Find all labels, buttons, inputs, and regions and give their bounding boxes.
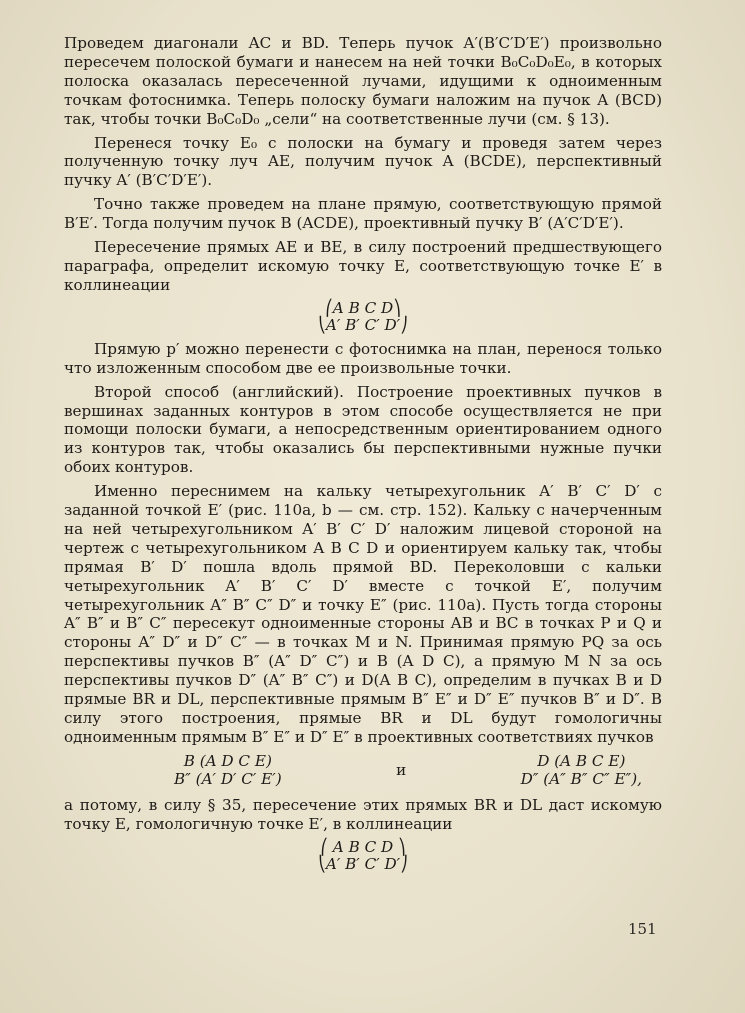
formula-right-bottom: D″ (A″ B″ C″ E″), xyxy=(520,769,642,788)
formula-left xyxy=(174,752,282,788)
paragraph-3: Точно также проведем на плане прямую, соответствующую прямой B′E′. Тогда получим пучок B (ACDE), проективный пучку B′ (A′C′D′E′). xyxy=(64,195,662,233)
collineation-formula-2 xyxy=(64,839,662,873)
page-number: 151 xyxy=(628,920,657,938)
formula-3-bottom: ⎝A′ B′ C′ D′⎠ xyxy=(318,854,408,873)
formula-right xyxy=(521,752,642,788)
formula-conjunction: и xyxy=(396,760,407,779)
formula-3-top: ⎛ A B C D ⎞ xyxy=(320,837,406,856)
collineation-formula-1 xyxy=(64,300,662,334)
formula-left-bottom: B″ (A′ D′ C′ E′) xyxy=(174,769,282,788)
formula-left-top: B (A D C E) xyxy=(183,751,272,770)
formula-1-top: ⎛A B C D⎞ xyxy=(325,298,401,317)
formula-1-bottom: ⎝A′ B′ C′ D′⎠ xyxy=(318,315,408,334)
paragraph-6: Второй способ (английский). Построение проективных пучков в вершинах заданных контуров в этом способе осуществляется не при помощи полоски бумаги, а непосредственным ориентированием одного из контуров так, чтобы оказались бы перспективными нужные пучки обоих контуров. xyxy=(64,382,662,477)
paragraph-1: Проведем диагонали AC и BD. Теперь пучок A′(B′C′D′E′) произвольно пересечем полоской бумаги и нанесем на ней точки B₀C₀D₀E₀, в которых полоска оказалась пересеченной лучами, идущими к одноименным точкам фотоснимка. Теперь полоску бумаги наложим на пучок A (BCD) так, чтобы точки B₀C₀D₀ „сели“ на соответственные лучи (см. § 13). xyxy=(64,34,662,128)
text-block xyxy=(64,34,662,879)
paragraph-2: Перенеся точку E₀ с полоски на бумагу и проведя затем через полученную точку луч AE, получим пучок A (BCDE), перспективный пучку A′ (B′C′D′E′). xyxy=(64,133,662,190)
paragraph-7: Именно переснимем на кальку четырехугольник A′ B′ C′ D′ с заданной точкой E′ (рис. 110a, b — см. стр. 152). Кальку с начерченным на ней четырехугольником A′ B′ C′ D′ наложим лицевой стороной на чертеж с четырехугольником A B C D и ориентируем кальку так, чтобы прямая B′ D′ пошла вдоль прямой BD. Переколовши с кальки четырехугольник A′ B′ C′ D′ вместе с точкой E′, получим четырехугольник A″ B″ C″ D″ и точку E″ (рис. 110a). Пусть тогда стороны A″ B″ и B″ C″ пересекут одноименные стороны AB и BC в точках P и Q и стороны A″ D″ и D″ C″ — в точках M и N. Принимая прямую PQ за ось перспективы пучков B″ (A″ D″ C″) и B (A D C), а прямую M N за ось перспективы пучков D″ (A″ B″ C″) и D(A B C), определим в пучках B и D прямые BR и DL, перспективные прямым B″ E″ и D″ E″ пучков B″ и D″. В силу этого построения, прямые BR и DL будут гомологичны одноименным прямым B″ E″ и D″ E″ в проективных соответствиях пучков xyxy=(64,482,662,746)
pencil-correspondence-formula xyxy=(64,752,662,788)
paragraph-8: а потому, в силу § 35, пересечение этих прямых BR и DL даст искомую точку E, гомологичную точке E′, в коллинеации xyxy=(64,795,662,833)
formula-right-top: D (A B C E) xyxy=(537,751,626,770)
paragraph-4: Пересечение прямых AE и BE, в силу построений предшествующего параграфа, определит искомую точку E, соответствующую точке E′ в коллинеации xyxy=(64,238,662,294)
paragraph-5: Прямую p′ можно перенести с фотоснимка на план, перенося только что изложенным способом две ее произвольные точки. xyxy=(64,339,662,377)
